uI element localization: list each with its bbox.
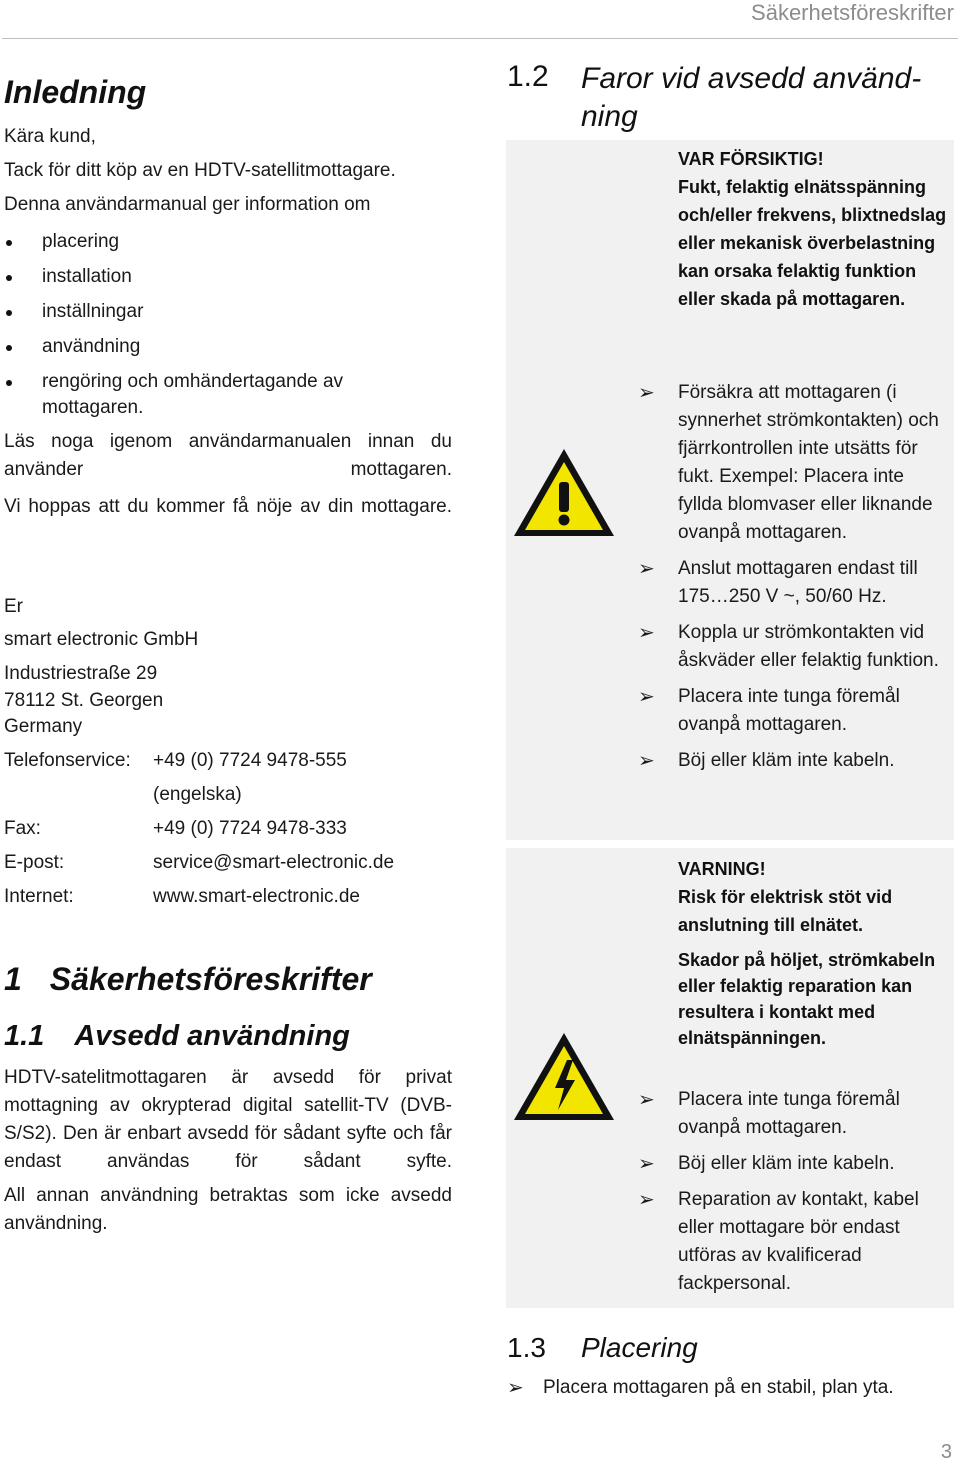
bullet-icon: [6, 275, 12, 281]
greeting: Kära kund,: [4, 126, 96, 147]
bullet-icon: [6, 310, 12, 316]
section-1-3-heading: Placering: [581, 1332, 698, 1363]
list-item: ➢ Placera inte tunga föremål ovanpå mottagaren.: [636, 683, 952, 739]
intended-use-text: HDTV-satelitmottagaren är avsedd för privat mottagning av okrypterad digital satellit-TV (DVB-S/S2). Den är enbart avsedd för sådant syfte och får endast användas för sådant syfte.: [4, 1067, 452, 1172]
other-use-text: All annan användning betraktas som icke avsedd användning.: [4, 1185, 452, 1234]
list-item: ➢ Böj eller kläm inte kabeln.: [636, 747, 952, 775]
intro-heading: Inledning: [4, 74, 147, 110]
arrow-bullet-icon: ➢: [638, 1189, 655, 1211]
list-item: placering: [4, 229, 424, 255]
list-item: ➢ Koppla ur strömkontakten vid åskväder eller felaktig funktion.: [636, 619, 952, 675]
placement-list: [505, 1374, 955, 1410]
arrow-bullet-icon: ➢: [638, 1153, 655, 1175]
warning-label: VARNING!: [678, 859, 766, 879]
manual-intro-text: Denna användarmanual ger information om: [4, 194, 371, 215]
list-item: installation: [4, 264, 424, 290]
section-1-1-heading: 1.1 Avsedd användning: [4, 1020, 350, 1052]
topic-list: [4, 229, 424, 430]
section-1-2-number: 1.2: [507, 60, 549, 93]
company-city: 78112 St. Georgen: [4, 690, 164, 711]
arrow-bullet-icon: ➢: [638, 622, 655, 644]
caution-text: Fukt, felaktig elnätsspänning och/eller frekvens, blixtnedslag eller mekanisk överbelastning kan orsaka felaktig funktion eller skada på mottagaren.: [678, 177, 947, 309]
page-number: 3: [940, 1441, 952, 1463]
web-address: www.smart-electronic.de: [153, 886, 360, 907]
bullet-icon: [6, 240, 12, 246]
section-1-3-number: 1.3: [507, 1332, 546, 1363]
bullet-icon: [6, 380, 12, 386]
caution-label: VAR FÖRSIKTIG!: [678, 149, 824, 169]
electric-shock-icon: [511, 1030, 617, 1124]
list-item: ➢ Placera mottagaren på en stabil, plan yta.: [505, 1374, 955, 1402]
phone-number: +49 (0) 7724 9478-555: [153, 750, 347, 771]
bullet-icon: [6, 345, 12, 351]
company-street: Industriestraße 29: [4, 663, 158, 684]
arrow-bullet-icon: ➢: [638, 382, 655, 404]
enjoy-note: Vi hoppas att du kommer få nöje av din mottagare.: [4, 496, 452, 517]
read-note: Läs noga igenom användarmanualen innan du använder mottagaren.: [4, 431, 452, 480]
header-divider: [2, 38, 958, 39]
section-1-heading: 1 Säkerhetsföreskrifter: [4, 961, 372, 997]
section-1-2-heading: Faror vid avsedd använd- ning: [581, 62, 922, 133]
warning-text-2: Skador på höljet, strömkabeln eller felaktig reparation kan resultera i kontakt med elnätspänningen.: [678, 950, 936, 1048]
caution-list: [636, 379, 952, 783]
arrow-bullet-icon: ➢: [638, 750, 655, 772]
header-title: Säkerhetsföreskrifter: [751, 0, 954, 25]
arrow-bullet-icon: ➢: [638, 558, 655, 580]
list-item: ➢ Böj eller kläm inte kabeln.: [636, 1150, 952, 1178]
company-name: smart electronic GmbH: [4, 629, 199, 650]
arrow-bullet-icon: ➢: [507, 1377, 524, 1399]
list-item: inställningar: [4, 299, 424, 325]
list-item: ➢ Reparation av kontakt, kabel eller mottagare bör endast utföras av kvalificerad fackpersonal.: [636, 1186, 952, 1298]
list-item: rengöring och omhändertagande av mottagaren.: [4, 369, 424, 421]
list-item: ➢ Anslut mottagaren endast till 175…250 V ~, 50/60 Hz.: [636, 555, 952, 611]
sign-off: Er: [4, 596, 23, 617]
email-address: service@smart-electronic.de: [153, 852, 395, 873]
arrow-bullet-icon: ➢: [638, 1089, 655, 1111]
warning-triangle-icon: [511, 446, 617, 540]
company-country: Germany: [4, 716, 83, 737]
list-item: ➢ Försäkra att mottagaren (i synnerhet strömkontakten) och fjärrkontrollen inte utsätts för fukt. Exempel: Placera inte fyllda blomvaser eller liknande ovanpå mottagaren.: [636, 379, 952, 547]
arrow-bullet-icon: ➢: [638, 686, 655, 708]
list-item: ➢ Placera inte tunga föremål ovanpå mottagaren.: [636, 1086, 952, 1142]
warning-list: [636, 1086, 952, 1306]
thanks-text: Tack för ditt köp av en HDTV-satellitmottagare.: [4, 160, 396, 181]
list-item: användning: [4, 334, 424, 360]
fax-number: +49 (0) 7724 9478-333: [153, 818, 347, 839]
warning-text: Risk för elektrisk stöt vid anslutning till elnätet.: [678, 887, 893, 935]
